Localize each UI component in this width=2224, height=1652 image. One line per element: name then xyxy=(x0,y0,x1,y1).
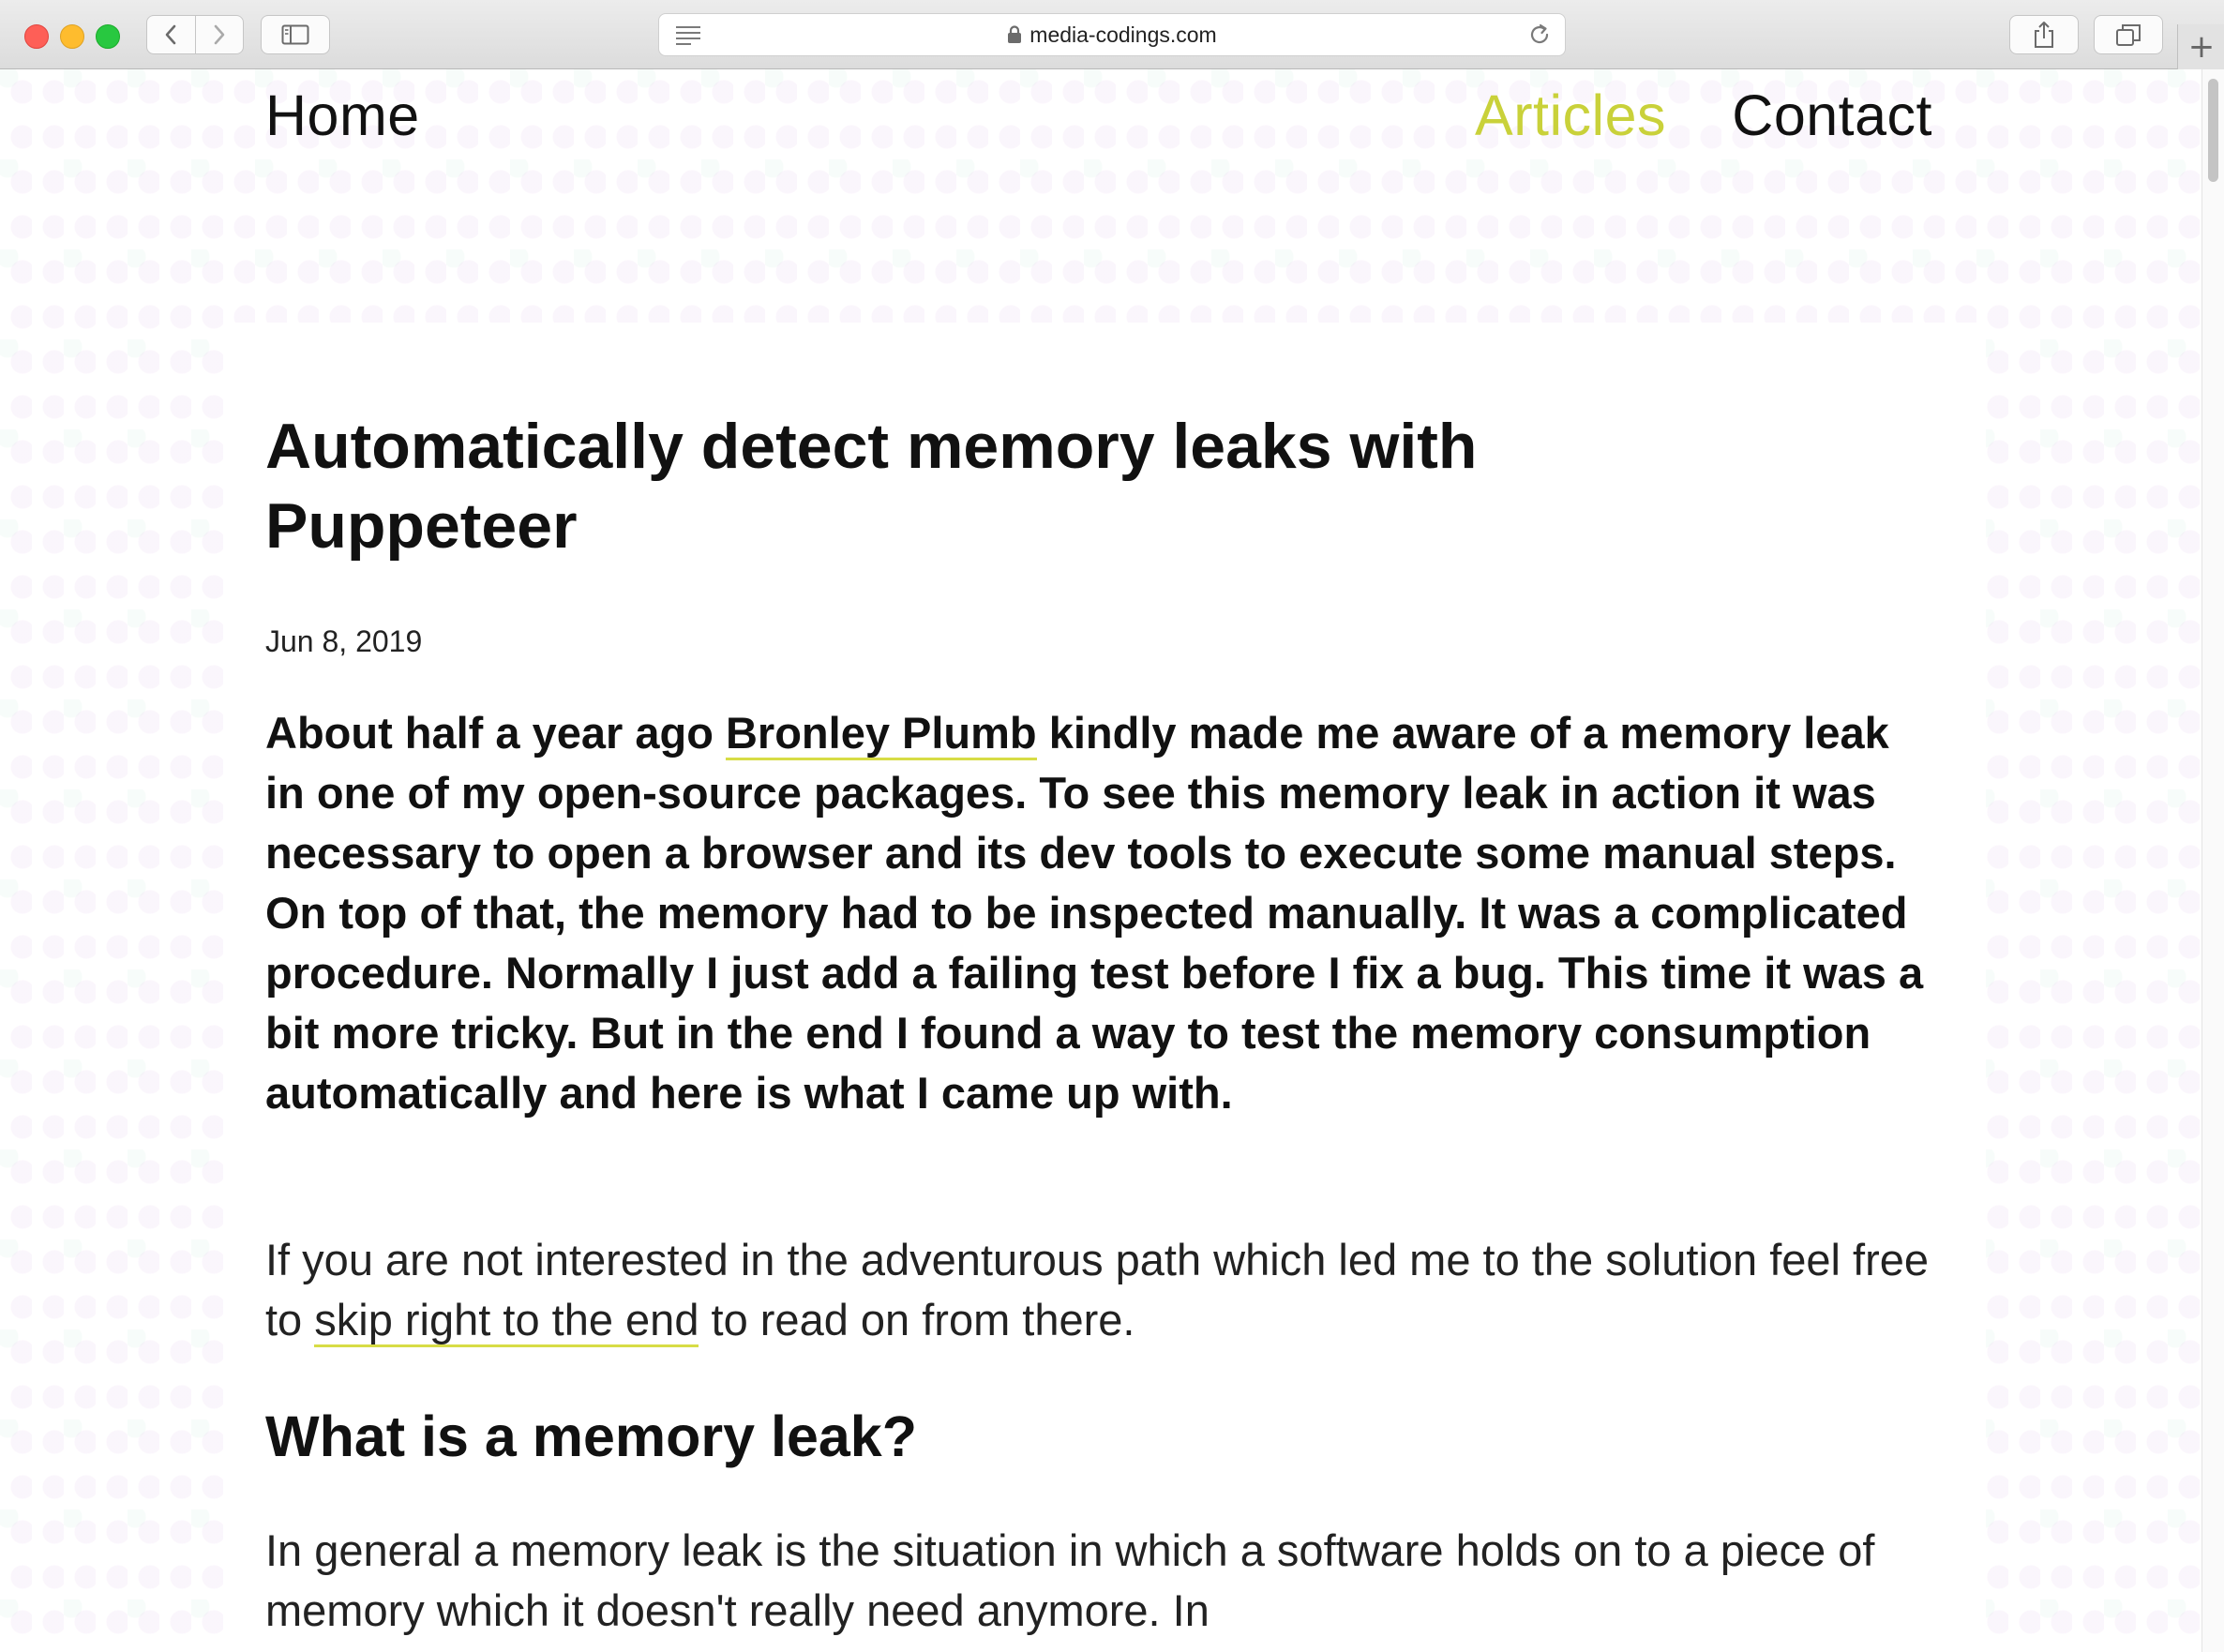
reload-icon[interactable] xyxy=(1527,23,1552,51)
zoom-window-button[interactable] xyxy=(96,24,120,49)
history-nav xyxy=(146,15,244,54)
skip-to-end-link[interactable]: skip right to the end xyxy=(314,1295,699,1347)
share-button[interactable] xyxy=(2009,15,2079,54)
definition-paragraph: In general a memory leak is the situation in which a software holds on to a piece of memory which it doesn't really need anymore. In xyxy=(265,1525,1875,1635)
skip-text-end: to read on from there. xyxy=(699,1295,1135,1344)
nav-home-link[interactable]: Home xyxy=(265,83,420,147)
page-scrollbar[interactable] xyxy=(2201,69,2224,1652)
minimize-window-button[interactable] xyxy=(60,24,84,49)
close-window-button[interactable] xyxy=(24,24,49,49)
article-lead xyxy=(265,703,1934,1123)
chevron-left-icon xyxy=(164,24,177,45)
skip-paragraph xyxy=(265,1230,1934,1350)
address-bar[interactable] xyxy=(658,13,1566,56)
chevron-right-icon xyxy=(213,24,226,45)
skip-text-start: If you are not interested in the adventurous path which led me to the solution feel free to xyxy=(265,1235,1930,1344)
bronley-plumb-link[interactable]: Bronley Plumb xyxy=(726,708,1037,760)
show-tabs-button[interactable] xyxy=(2094,15,2163,54)
article-title: Automatically detect memory leaks with Puppeteer xyxy=(265,411,1478,562)
article-date: Jun 8, 2019 xyxy=(265,624,423,658)
lead-text-end: kindly made me aware of a memory leak in one of my open-source packages. To see this memory leak in action it was necessary to open a browser and its dev tools to execute some manual steps. On top of that, the memory had to be inspected manually. It was a complicated procedure. Normally I just add a failing test before I fix a bug. This time it was a bit more tricky. But in the end I found a way to test the memory consumption automatically and here is what I came up with. xyxy=(265,708,1924,1118)
sidebar-icon xyxy=(281,24,309,45)
scrollbar-thumb[interactable] xyxy=(2208,79,2218,182)
site-navigation xyxy=(265,83,1934,158)
new-tab-button[interactable] xyxy=(2177,24,2224,69)
forward-button[interactable] xyxy=(195,16,244,53)
plus-icon: + xyxy=(2187,28,2216,66)
url-text: media-codings.com xyxy=(1029,22,1217,47)
section-heading: What is a memory leak? xyxy=(265,1404,917,1468)
sidebar-toggle-button[interactable] xyxy=(261,15,330,54)
browser-toolbar xyxy=(0,0,2224,69)
nav-articles-link[interactable]: Articles xyxy=(1475,83,1666,147)
nav-contact-link[interactable]: Contact xyxy=(1732,83,1932,147)
web-page xyxy=(0,69,2201,1652)
tabs-overview-icon xyxy=(2115,23,2141,47)
url-display xyxy=(659,14,1565,55)
lock-icon xyxy=(1007,25,1022,44)
lead-text-start: About half a year ago xyxy=(265,708,726,758)
back-button[interactable] xyxy=(147,16,195,53)
share-icon xyxy=(2033,21,2055,49)
